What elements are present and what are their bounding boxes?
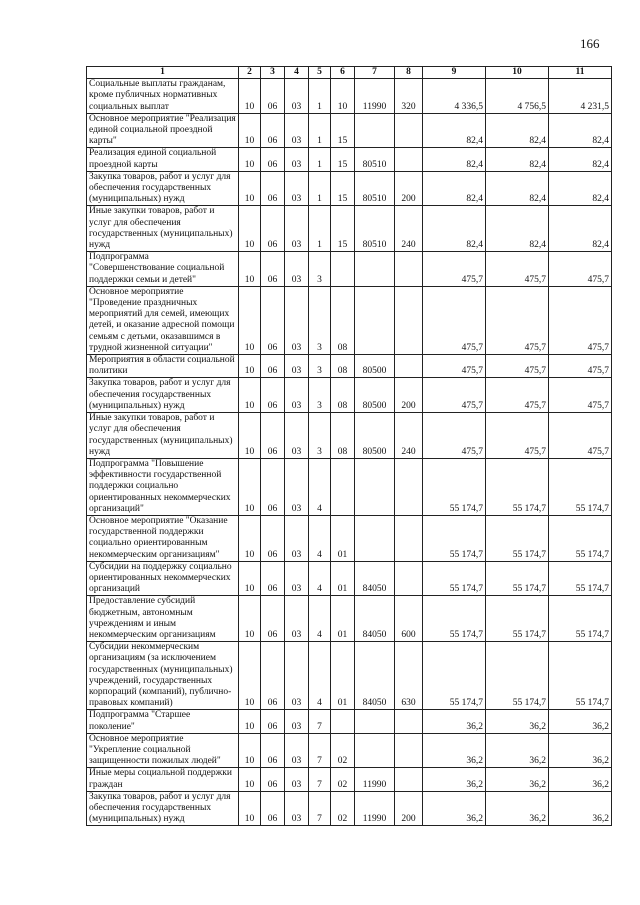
row-value-cell: 10: [239, 206, 261, 252]
row-value-cell: 10: [239, 113, 261, 148]
row-value-cell: 82,4: [486, 148, 549, 171]
row-value-cell: 03: [285, 378, 309, 413]
row-value-cell: 36,2: [423, 768, 486, 791]
row-value-cell: 06: [261, 515, 285, 561]
column-header: 5: [309, 67, 331, 79]
row-name-cell: Иные закупки товаров, работ и услуг для обеспечения государственных (муниципальных) нужд: [87, 206, 239, 252]
row-value-cell: 1: [309, 206, 331, 252]
row-value-cell: 01: [331, 596, 355, 642]
row-value-cell: [355, 733, 395, 768]
table-row: [87, 148, 612, 171]
row-value-cell: 02: [331, 791, 355, 826]
row-value-cell: 02: [331, 733, 355, 768]
row-value-cell: 03: [285, 79, 309, 114]
row-value-cell: 03: [285, 515, 309, 561]
row-value-cell: [395, 458, 423, 515]
row-name-cell: Мероприятия в области социальной политики: [87, 355, 239, 378]
row-value-cell: 3: [309, 378, 331, 413]
row-value-cell: 10: [239, 148, 261, 171]
row-value-cell: 06: [261, 113, 285, 148]
row-value-cell: 4: [309, 458, 331, 515]
table-row: [87, 413, 612, 459]
row-value-cell: 475,7: [423, 378, 486, 413]
table-row: [87, 355, 612, 378]
row-value-cell: 55 174,7: [423, 596, 486, 642]
row-value-cell: 11990: [355, 768, 395, 791]
row-value-cell: [331, 458, 355, 515]
row-value-cell: 10: [239, 171, 261, 206]
row-value-cell: 10: [239, 642, 261, 710]
row-name-cell: Подпрограмма "Старшее поколение": [87, 710, 239, 733]
table-header-row: [87, 67, 612, 79]
row-value-cell: 03: [285, 206, 309, 252]
column-header: 7: [355, 67, 395, 79]
row-value-cell: 06: [261, 252, 285, 287]
row-value-cell: [355, 710, 395, 733]
row-value-cell: 82,4: [486, 171, 549, 206]
row-value-cell: 36,2: [423, 733, 486, 768]
row-value-cell: 475,7: [486, 286, 549, 354]
column-header: 10: [486, 67, 549, 79]
row-value-cell: 03: [285, 355, 309, 378]
column-header: 1: [87, 67, 239, 79]
row-value-cell: 475,7: [549, 252, 612, 287]
row-value-cell: [331, 252, 355, 287]
table-row: [87, 561, 612, 596]
row-name-cell: Основное мероприятие "Реализация единой социальной проездной карты": [87, 113, 239, 148]
row-value-cell: 10: [239, 286, 261, 354]
row-value-cell: 55 174,7: [486, 642, 549, 710]
row-value-cell: 82,4: [549, 171, 612, 206]
row-value-cell: 7: [309, 768, 331, 791]
row-value-cell: 03: [285, 286, 309, 354]
row-value-cell: 10: [239, 710, 261, 733]
row-value-cell: [395, 561, 423, 596]
row-value-cell: 82,4: [423, 171, 486, 206]
row-value-cell: 1: [309, 171, 331, 206]
row-value-cell: 11990: [355, 79, 395, 114]
row-value-cell: 01: [331, 642, 355, 710]
row-value-cell: 55 174,7: [486, 596, 549, 642]
column-header: 9: [423, 67, 486, 79]
column-header: 4: [285, 67, 309, 79]
row-value-cell: 15: [331, 113, 355, 148]
row-value-cell: 01: [331, 561, 355, 596]
row-value-cell: 55 174,7: [549, 596, 612, 642]
row-name-cell: Иные меры социальной поддержки граждан: [87, 768, 239, 791]
row-value-cell: 10: [239, 252, 261, 287]
row-value-cell: 01: [331, 515, 355, 561]
row-value-cell: 55 174,7: [549, 458, 612, 515]
row-value-cell: 10: [239, 768, 261, 791]
table-row: [87, 458, 612, 515]
row-value-cell: 06: [261, 378, 285, 413]
row-value-cell: 10: [239, 355, 261, 378]
row-value-cell: 36,2: [549, 768, 612, 791]
row-value-cell: 11990: [355, 791, 395, 826]
column-header: 8: [395, 67, 423, 79]
row-value-cell: 15: [331, 206, 355, 252]
table-row: [87, 113, 612, 148]
table-row: [87, 642, 612, 710]
row-value-cell: 1: [309, 113, 331, 148]
row-value-cell: 03: [285, 252, 309, 287]
row-name-cell: Закупка товаров, работ и услуг для обеспечения государственных (муниципальных) нужд: [87, 378, 239, 413]
row-value-cell: 36,2: [486, 710, 549, 733]
row-value-cell: 03: [285, 791, 309, 826]
table-body: [87, 79, 612, 826]
row-value-cell: [331, 710, 355, 733]
row-value-cell: 80510: [355, 148, 395, 171]
table-row: [87, 206, 612, 252]
row-value-cell: 240: [395, 413, 423, 459]
table-row: [87, 710, 612, 733]
row-value-cell: 36,2: [549, 710, 612, 733]
row-value-cell: 1: [309, 79, 331, 114]
table-row: [87, 79, 612, 114]
row-value-cell: 80500: [355, 413, 395, 459]
row-value-cell: 08: [331, 378, 355, 413]
row-value-cell: 55 174,7: [549, 642, 612, 710]
row-value-cell: 10: [239, 561, 261, 596]
row-value-cell: [355, 252, 395, 287]
row-value-cell: [395, 710, 423, 733]
row-value-cell: 4: [309, 642, 331, 710]
row-value-cell: 03: [285, 710, 309, 733]
row-value-cell: [395, 733, 423, 768]
row-value-cell: 10: [331, 79, 355, 114]
column-header: 11: [549, 67, 612, 79]
row-value-cell: 03: [285, 113, 309, 148]
row-value-cell: 36,2: [549, 733, 612, 768]
row-value-cell: 55 174,7: [486, 515, 549, 561]
row-value-cell: 36,2: [486, 768, 549, 791]
row-value-cell: 55 174,7: [549, 515, 612, 561]
row-name-cell: Реализация единой социальной проездной карты: [87, 148, 239, 171]
row-value-cell: 55 174,7: [423, 458, 486, 515]
row-value-cell: 475,7: [549, 378, 612, 413]
row-name-cell: Основное мероприятие "Укрепление социальной защищенности пожилых людей": [87, 733, 239, 768]
row-value-cell: 200: [395, 791, 423, 826]
row-name-cell: Закупка товаров, работ и услуг для обеспечения государственных (муниципальных) нужд: [87, 791, 239, 826]
row-value-cell: 08: [331, 355, 355, 378]
row-value-cell: 06: [261, 791, 285, 826]
row-value-cell: 80500: [355, 378, 395, 413]
row-value-cell: 475,7: [486, 413, 549, 459]
row-value-cell: 7: [309, 710, 331, 733]
row-value-cell: 03: [285, 642, 309, 710]
row-value-cell: 06: [261, 458, 285, 515]
row-value-cell: [395, 148, 423, 171]
row-value-cell: 475,7: [486, 378, 549, 413]
table-row: [87, 171, 612, 206]
row-value-cell: 10: [239, 79, 261, 114]
row-name-cell: Подпрограмма "Совершенствование социальной поддержки семьи и детей": [87, 252, 239, 287]
row-value-cell: 4 231,5: [549, 79, 612, 114]
row-value-cell: 02: [331, 768, 355, 791]
row-value-cell: 10: [239, 458, 261, 515]
row-value-cell: 06: [261, 413, 285, 459]
row-value-cell: 03: [285, 768, 309, 791]
row-value-cell: 84050: [355, 596, 395, 642]
row-value-cell: [355, 286, 395, 354]
row-value-cell: [355, 458, 395, 515]
row-value-cell: 06: [261, 733, 285, 768]
row-value-cell: [355, 113, 395, 148]
row-value-cell: 475,7: [549, 355, 612, 378]
row-value-cell: 3: [309, 252, 331, 287]
row-value-cell: 4 756,5: [486, 79, 549, 114]
row-value-cell: 03: [285, 733, 309, 768]
row-value-cell: 84050: [355, 642, 395, 710]
row-name-cell: Основное мероприятие "Проведение праздничных мероприятий для семей, имеющих детей, и оказание адресной помощи семьям с детьми, оказавшимся в трудной жизненной ситуации": [87, 286, 239, 354]
row-value-cell: 06: [261, 768, 285, 791]
row-value-cell: 475,7: [423, 355, 486, 378]
row-value-cell: 82,4: [486, 206, 549, 252]
row-value-cell: 06: [261, 710, 285, 733]
row-value-cell: 475,7: [423, 413, 486, 459]
row-value-cell: 55 174,7: [486, 458, 549, 515]
row-value-cell: 10: [239, 733, 261, 768]
row-value-cell: 82,4: [423, 206, 486, 252]
row-value-cell: 36,2: [549, 791, 612, 826]
row-value-cell: 55 174,7: [549, 561, 612, 596]
column-header: 3: [261, 67, 285, 79]
row-value-cell: 36,2: [486, 791, 549, 826]
row-value-cell: 1: [309, 148, 331, 171]
row-value-cell: 10: [239, 515, 261, 561]
row-value-cell: 03: [285, 458, 309, 515]
row-value-cell: 55 174,7: [423, 515, 486, 561]
row-value-cell: 4 336,5: [423, 79, 486, 114]
row-value-cell: [395, 355, 423, 378]
row-value-cell: 82,4: [423, 148, 486, 171]
row-value-cell: 03: [285, 171, 309, 206]
row-value-cell: [395, 286, 423, 354]
row-value-cell: [395, 768, 423, 791]
row-value-cell: 36,2: [486, 733, 549, 768]
row-value-cell: 80510: [355, 206, 395, 252]
row-value-cell: 7: [309, 733, 331, 768]
row-value-cell: 4: [309, 515, 331, 561]
row-value-cell: 82,4: [549, 206, 612, 252]
row-value-cell: 10: [239, 596, 261, 642]
row-value-cell: 06: [261, 148, 285, 171]
row-value-cell: 82,4: [549, 113, 612, 148]
row-value-cell: 475,7: [549, 286, 612, 354]
row-value-cell: 82,4: [423, 113, 486, 148]
row-value-cell: 03: [285, 596, 309, 642]
page-number: 166: [580, 36, 600, 51]
row-value-cell: 475,7: [423, 286, 486, 354]
row-value-cell: 475,7: [486, 252, 549, 287]
row-value-cell: 3: [309, 286, 331, 354]
row-value-cell: 80500: [355, 355, 395, 378]
row-value-cell: 36,2: [423, 791, 486, 826]
row-value-cell: 200: [395, 171, 423, 206]
table-row: [87, 378, 612, 413]
table-row: [87, 791, 612, 826]
column-header: 6: [331, 67, 355, 79]
row-value-cell: 475,7: [423, 252, 486, 287]
row-value-cell: 15: [331, 171, 355, 206]
budget-table: [86, 66, 612, 826]
row-value-cell: 06: [261, 171, 285, 206]
row-value-cell: 55 174,7: [486, 561, 549, 596]
row-value-cell: 80510: [355, 171, 395, 206]
row-value-cell: 4: [309, 561, 331, 596]
row-value-cell: 06: [261, 561, 285, 596]
row-value-cell: 200: [395, 378, 423, 413]
row-value-cell: 06: [261, 642, 285, 710]
row-value-cell: 06: [261, 355, 285, 378]
row-value-cell: 15: [331, 148, 355, 171]
row-value-cell: 630: [395, 642, 423, 710]
row-value-cell: 10: [239, 378, 261, 413]
table-row: [87, 515, 612, 561]
row-value-cell: 475,7: [549, 413, 612, 459]
row-value-cell: 240: [395, 206, 423, 252]
row-value-cell: 06: [261, 79, 285, 114]
table-row: [87, 252, 612, 287]
row-value-cell: 10: [239, 413, 261, 459]
row-value-cell: [355, 515, 395, 561]
row-value-cell: 4: [309, 596, 331, 642]
row-value-cell: 06: [261, 596, 285, 642]
row-name-cell: Субсидии некоммерческим организациям (за исключением государственных (муниципальных) учреждений, государственных корпораций (компаний), публично-правовых компаний): [87, 642, 239, 710]
row-value-cell: 84050: [355, 561, 395, 596]
row-value-cell: 10: [239, 791, 261, 826]
row-value-cell: 600: [395, 596, 423, 642]
row-value-cell: 55 174,7: [423, 561, 486, 596]
row-value-cell: 55 174,7: [423, 642, 486, 710]
table-row: [87, 733, 612, 768]
row-value-cell: 36,2: [423, 710, 486, 733]
row-value-cell: 475,7: [486, 355, 549, 378]
row-value-cell: [395, 515, 423, 561]
row-name-cell: Основное мероприятие "Оказание государственной поддержки социально ориентированным некоммерческим организациям": [87, 515, 239, 561]
row-value-cell: 06: [261, 286, 285, 354]
row-value-cell: 82,4: [486, 113, 549, 148]
column-header: 2: [239, 67, 261, 79]
row-value-cell: 7: [309, 791, 331, 826]
row-value-cell: 03: [285, 148, 309, 171]
row-value-cell: [395, 113, 423, 148]
row-name-cell: Субсидии на поддержку социально ориентированных некоммерческих организаций: [87, 561, 239, 596]
row-value-cell: 03: [285, 413, 309, 459]
table-row: [87, 596, 612, 642]
table-row: [87, 286, 612, 354]
row-value-cell: 08: [331, 413, 355, 459]
table-row: [87, 768, 612, 791]
row-name-cell: Предоставление субсидий бюджетным, автономным учреждениям и иным некоммерческим организациям: [87, 596, 239, 642]
row-value-cell: 08: [331, 286, 355, 354]
row-name-cell: Социальные выплаты гражданам, кроме публичных нормативных социальных выплат: [87, 79, 239, 114]
row-value-cell: 03: [285, 561, 309, 596]
row-name-cell: Закупка товаров, работ и услуг для обеспечения государственных (муниципальных) нужд: [87, 171, 239, 206]
row-name-cell: Подпрограмма "Повышение эффективности государственной поддержки социально ориентированных некоммерческих организаций": [87, 458, 239, 515]
row-value-cell: 3: [309, 355, 331, 378]
row-value-cell: 06: [261, 206, 285, 252]
row-value-cell: [395, 252, 423, 287]
row-value-cell: 3: [309, 413, 331, 459]
row-value-cell: 82,4: [549, 148, 612, 171]
row-value-cell: 320: [395, 79, 423, 114]
row-name-cell: Иные закупки товаров, работ и услуг для обеспечения государственных (муниципальных) нужд: [87, 413, 239, 459]
